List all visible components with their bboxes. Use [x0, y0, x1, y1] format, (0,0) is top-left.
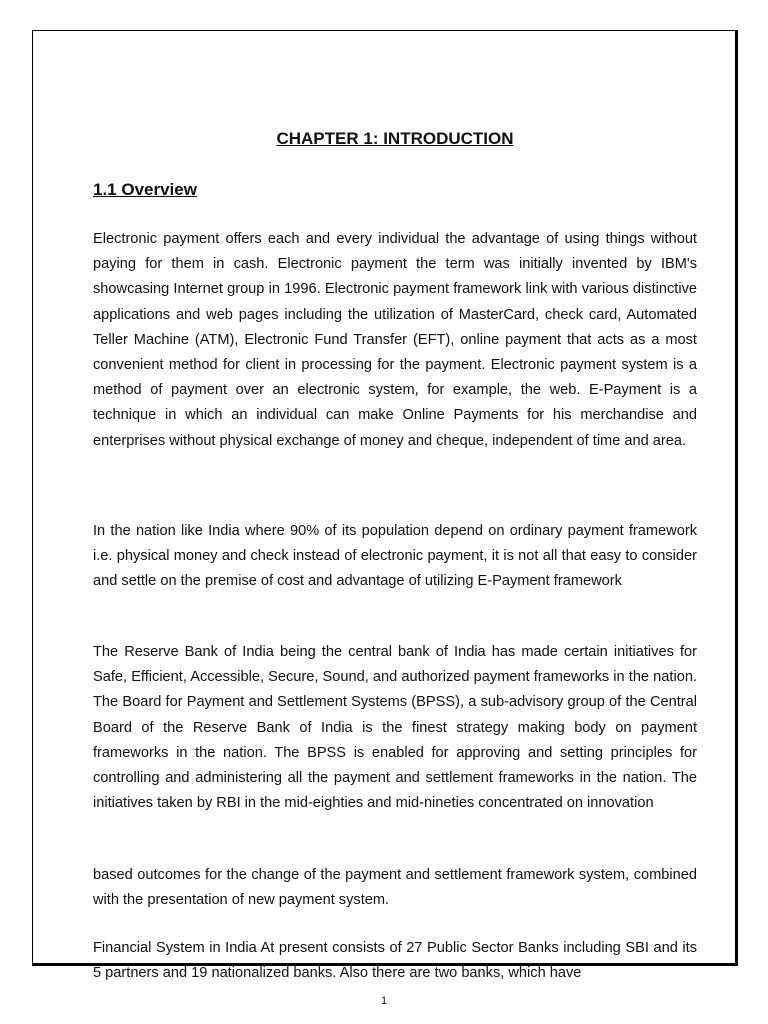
paragraph: In the nation like India where 90% of its population depend on ordinary payment framework i.e. physical money and check instead of electronic payment, it is not all that easy to consider and settle on the premise of cost and advantage of utilizing E-Payment framework [93, 523, 697, 590]
paragraph: Financial System in India At present consists of 27 Public Sector Banks including SBI and its 5 partners and 19 nationalized banks. Also there are two banks, which have [93, 940, 697, 982]
paragraph: Electronic payment offers each and every individual the advantage of using things without paying for them in cash. Electronic payment the term was initially invented by IBM's showcasing Internet group in 1996. Electronic payment framework link with various distinctive applications and web pages including the utilization of MasterCard, check card, Automated Teller Machine (ATM), Electronic Fund Transfer (EFT), online payment that acts as a most convenient method for client in processing for the payment. Electronic payment system is a method of payment over an electronic system, for example, the web. E-Payment is a technique in which an individual can make Online Payments for his merchandise and enterprises without physical exchange of money and cheque, independent of time and area. [93, 231, 697, 449]
page-border [32, 30, 738, 982]
page-number: 1 [380, 995, 388, 1007]
chapter-title: CHAPTER 1: INTRODUCTION [276, 129, 514, 148]
paragraph: The Reserve Bank of India being the central bank of India has made certain initiatives for Safe, Efficient, Accessible, Secure, Sound, and authorized payment frameworks in the nation. The Board for Payment and Settlement Systems (BPSS), a sub-advisory group of the Central Board of the Reserve Bank of India is the finest strategy making body on payment frameworks in the nation. The BPSS is enabled for approving and setting principles for controlling and administering all the payment and settlement frameworks in the nation. The initiatives taken by RBI in the mid-eighties and mid-nineties concentrated on innovation [93, 644, 697, 812]
paragraph: based outcomes for the change of the payment and settlement framework system, combined with the presentation of new payment system. [93, 867, 697, 909]
section-heading: 1.1 Overview [93, 180, 197, 199]
